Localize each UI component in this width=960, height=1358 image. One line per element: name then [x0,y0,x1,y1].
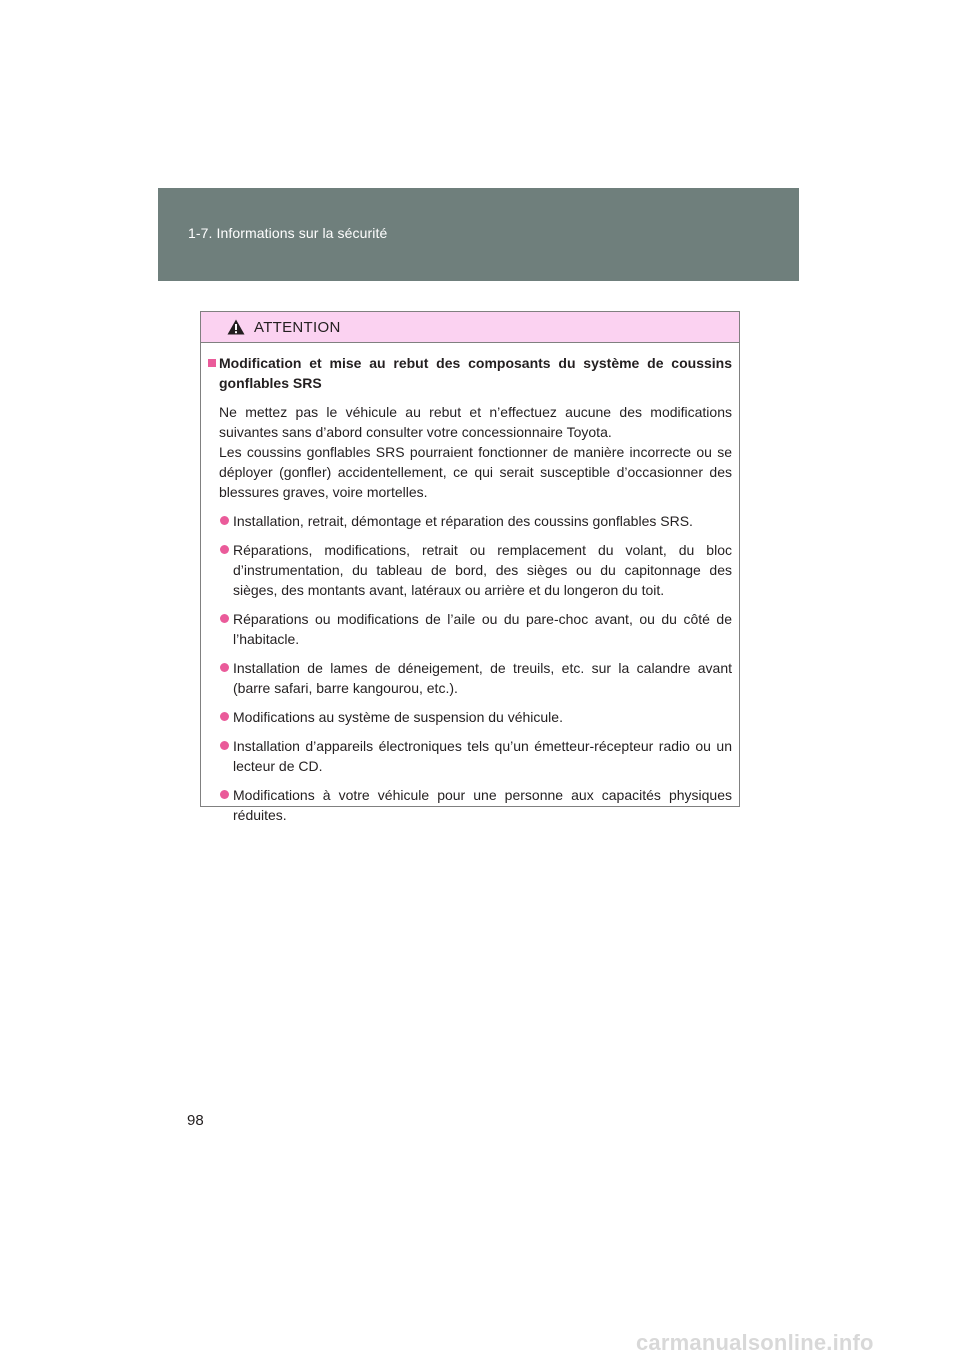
list-item-text: Installation, retrait, démontage et réparation des coussins gonflables SRS. [233,513,693,529]
list-item [220,609,732,649]
intro-paragraph [219,402,732,502]
warning-triangle-icon [227,319,245,335]
intro-text-1: Ne mettez pas le véhicule au rebut et n’effectuez aucune des modifications suivantes sans d’abord consulter votre concessionnaire Toyota. [219,404,732,440]
intro-text-2: Les coussins gonflables SRS pourraient fonctionner de manière incorrecte ou se déployer (gonfler) accidentellement, ce qui serait susceptible d’occasionner des blessures graves, voire mortelles. [219,444,732,500]
bullet-icon [220,741,229,750]
bullet-icon [220,614,229,623]
list-item-text: Réparations, modifications, retrait ou remplacement du volant, du bloc d’instrumentation, du tableau de bord, des sièges ou du capitonnage des sièges, des montants avant, latéraux ou arrière et du longeron du toit. [233,542,732,598]
attention-box [200,311,740,823]
list-item-text: Modifications à votre véhicule pour une personne aux capacités physiques réduites. [233,787,732,823]
list-item-text: Installation de lames de déneigement, de treuils, etc. sur la calandre avant (barre safari, barre kangourou, etc.). [233,660,732,696]
bullet-icon [220,516,229,525]
list-item-text: Modifications au système de suspension du véhicule. [233,709,563,725]
section-header-band [158,188,799,281]
list-item-text: Réparations ou modifications de l’aile ou du pare-choc avant, ou du côté de l’habitacle. [233,611,732,647]
bullet-icon [220,663,229,672]
list-item [220,785,732,825]
watermark: carmanualsonline.info [636,1330,874,1355]
list-item [220,658,732,698]
attention-title: ATTENTION [254,318,341,336]
subheading [208,353,732,393]
attention-header [201,312,739,343]
bullet-icon [220,545,229,554]
bullet-icon [220,712,229,721]
square-bullet-icon [208,359,216,367]
bullet-icon [220,790,229,799]
list-item-text: Installation d’appareils électroniques tels qu’un émetteur-récepteur radio ou un lecteur de CD. [233,738,732,774]
list-item [220,736,732,776]
page-number: 98 [187,1112,204,1129]
subheading-text: Modification et mise au rebut des composants du système de coussins gonflables SRS [219,355,732,391]
section-title: 1-7. Informations sur la sécurité [188,225,388,241]
attention-body [201,343,739,825]
list-item [220,707,732,727]
list-item [220,540,732,600]
list-item [220,511,732,531]
